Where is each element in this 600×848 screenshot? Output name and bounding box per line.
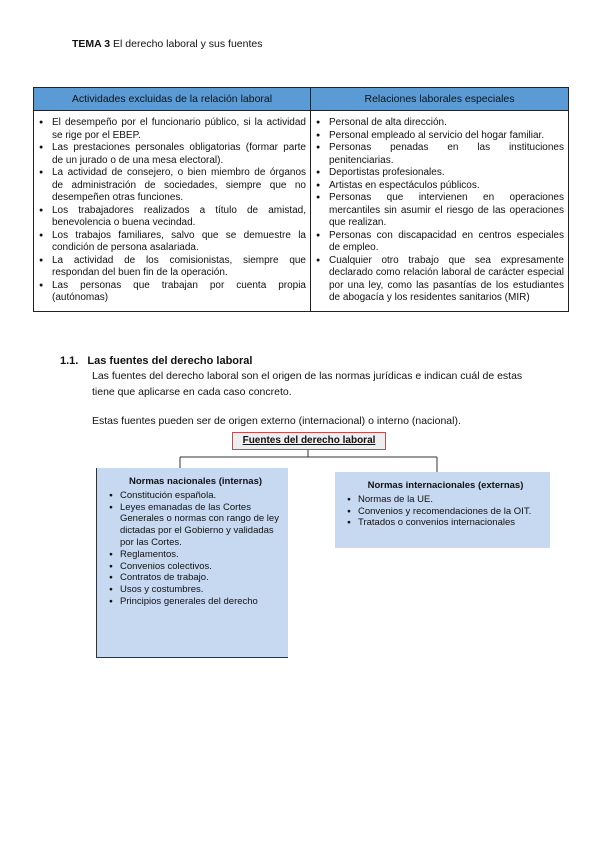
international-norms-title: Normas internacionales (externas) (367, 480, 524, 491)
table-header-special: Relaciones laborales especiales (311, 88, 569, 111)
comparison-table (33, 87, 569, 312)
international-norms-box (335, 472, 550, 548)
list-item: ● Constitución española. (107, 490, 284, 502)
list-item: ● El desempeño por el funcionario público, si la actividad se rige por el EBEP. (38, 117, 306, 142)
section-heading (60, 355, 252, 367)
list-item: ● La actividad de consejero, o bien miembro de órganos de administración de sociedades, siempre que no desempeñen otras funciones. (38, 167, 306, 205)
list-item: ● Personas que intervienen en operaciones mercantiles sin asumir el riesgo de las operaciones que realizan. (315, 192, 564, 230)
list-item: ● Normas de la UE. (345, 494, 546, 506)
topic-title: El derecho laboral y sus fuentes (113, 38, 263, 50)
list-item: ● Leyes emanadas de las Cortes Generales o normas con rango de ley dictadas por el Gobierno y validadas por las Cortes. (107, 502, 284, 549)
list-item: ● Usos y costumbres. (107, 584, 284, 596)
list-item: ● Deportistas profesionales. (315, 167, 564, 180)
list-item: ● Cualquier otro trabajo que sea expresamente declarado como relación laboral de carácter especial por una ley, como las pasantías de los estudiantes de abogacía y los residentes sanitarios (MIR) (315, 255, 564, 305)
paragraph-origin: Estas fuentes pueden ser de origen externo (internacional) o interno (nacional). (92, 415, 461, 427)
national-norms-box (96, 468, 288, 658)
list-item: ● Reglamentos. (107, 549, 284, 561)
topic-label: TEMA 3 (72, 38, 111, 50)
list-item: ● Los trabajadores realizados a título de amistad, benevolencia o buena vecindad. (38, 205, 306, 230)
topic-heading (72, 38, 262, 50)
section-title: Las fuentes del derecho laboral (87, 355, 253, 367)
list-item: ● Artistas en espectáculos públicos. (315, 180, 564, 193)
special-relations-cell (311, 111, 569, 312)
list-item: ● Personas penadas en las instituciones penitenciarias. (315, 142, 564, 167)
table-header-excluded: Actividades excluidas de la relación laboral (34, 88, 311, 111)
diagram-root-label: Fuentes del derecho laboral (242, 435, 376, 446)
section-number: 1.1. (60, 355, 79, 367)
list-item: ● Personas con discapacidad en centros especiales de empleo. (315, 230, 564, 255)
list-item: ● Contratos de trabajo. (107, 572, 284, 584)
excluded-activities-list (38, 117, 306, 305)
list-item: ● Convenios colectivos. (107, 561, 284, 573)
national-norms-title: Normas nacionales (internas) (128, 476, 263, 487)
national-norms-list (107, 490, 284, 608)
paragraph-definition: Las fuentes del derecho laboral son el origen de las normas jurídicas e indican cuál de estas tiene que aplicarse en cada caso concreto. (92, 370, 523, 398)
diagram-root-box (232, 432, 386, 450)
special-relations-list (315, 117, 564, 305)
list-item: ● Las prestaciones personales obligatorias (formar parte de un jurado o de una mesa electoral). (38, 142, 306, 167)
list-item: ● Los trabajos familiares, salvo que se demuestre la condición de persona asalariada. (38, 230, 306, 255)
excluded-activities-cell (34, 111, 311, 312)
list-item: ● Personal empleado al servicio del hogar familiar. (315, 130, 564, 143)
list-item: ● La actividad de los comisionistas, siempre que respondan del buen fin de la operación. (38, 255, 306, 280)
international-norms-list (345, 494, 546, 529)
list-item: ● Personal de alta dirección. (315, 117, 564, 130)
list-item: ● Tratados o convenios internacionales (345, 517, 546, 529)
list-item: ● Las personas que trabajan por cuenta propia (autónomas) (38, 280, 306, 305)
list-item: ● Principios generales del derecho (107, 596, 284, 608)
list-item: ● Convenios y recomendaciones de la OIT. (345, 506, 546, 518)
